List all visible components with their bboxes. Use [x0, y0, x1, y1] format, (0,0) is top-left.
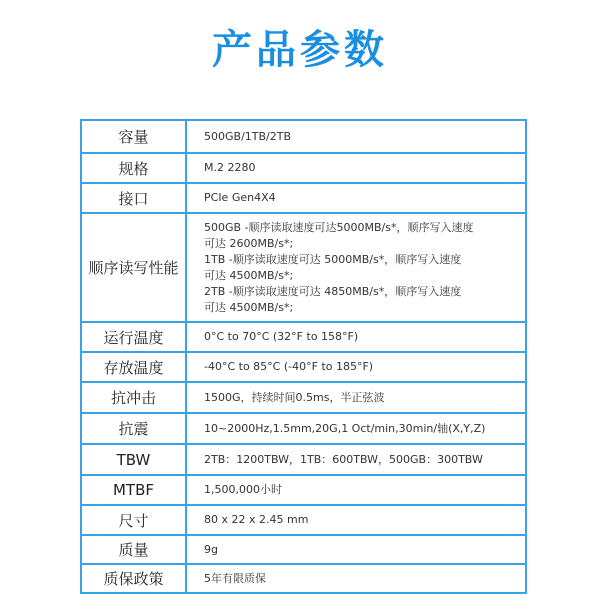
spec-value-line: 10~2000Hz,1.5mm,20G,1 Oct/min,30min/轴(X,Y,Z) — [204, 421, 486, 435]
table-row — [81, 213, 526, 322]
spec-value-shock — [186, 382, 526, 413]
spec-table — [80, 119, 527, 594]
spec-value-line: -40°C to 85°C (-40°F to 185°F) — [204, 360, 374, 373]
spec-label-vibration: 抗震 — [81, 413, 186, 444]
spec-label-sequential-rw: 顺序读写性能 — [81, 213, 186, 322]
spec-label-warranty: 质保政策 — [81, 564, 186, 593]
spec-value-line: 0°C to 70°C (32°F to 158°F) — [204, 330, 359, 343]
spec-value-warranty — [186, 564, 526, 593]
spec-value-mtbf — [186, 475, 526, 505]
spec-value-line: 1TB -顺序读取速度可达 5000MB/s*，顺序写入速度 — [204, 252, 462, 266]
spec-value-line: 80 x 22 x 2.45 mm — [204, 513, 309, 526]
page-title: 产品参数 — [212, 27, 388, 73]
table-row — [81, 413, 526, 444]
table-row — [81, 535, 526, 564]
table-row — [81, 564, 526, 593]
table-row — [81, 382, 526, 413]
spec-label-weight: 质量 — [81, 535, 186, 564]
spec-label-tbw: TBW — [81, 444, 186, 475]
spec-value-line: PCIe Gen4X4 — [204, 191, 276, 204]
spec-label-interface: 接口 — [81, 183, 186, 213]
spec-value-sequential-rw — [186, 213, 526, 322]
spec-value-line: 9g — [204, 542, 218, 556]
spec-label-dimensions: 尺寸 — [81, 505, 186, 535]
spec-value-weight — [186, 535, 526, 564]
spec-value-dimensions — [186, 505, 526, 535]
spec-value-interface — [186, 183, 526, 213]
spec-value-line: 2TB -顺序读取速度可达 4850MB/s*，顺序写入速度 — [204, 284, 462, 298]
spec-label-operating-temp: 运行温度 — [81, 322, 186, 352]
spec-value-storage-temp — [186, 352, 526, 382]
table-row — [81, 183, 526, 213]
table-row — [81, 475, 526, 505]
spec-label-form-factor: 规格 — [81, 153, 186, 183]
spec-value-line: 500GB/1TB/2TB — [204, 129, 292, 143]
spec-value-line: 1500G，持续时间0.5ms，半正弦波 — [204, 390, 385, 404]
spec-value-vibration — [186, 413, 526, 444]
spec-value-capacity — [186, 120, 526, 153]
spec-label-storage-temp: 存放温度 — [81, 352, 186, 382]
spec-value-tbw — [186, 444, 526, 475]
spec-value-line: 可达 4500MB/s*; — [204, 300, 294, 314]
spec-value-line: 1,500,000小时 — [204, 483, 282, 496]
table-row — [81, 153, 526, 183]
spec-label-mtbf: MTBF — [81, 475, 186, 505]
spec-label-capacity: 容量 — [81, 120, 186, 153]
table-row — [81, 322, 526, 352]
spec-value-line: M.2 2280 — [204, 161, 256, 174]
table-row — [81, 352, 526, 382]
spec-value-line: 5年有限质保 — [204, 571, 266, 585]
spec-value-line: 可达 2600MB/s*; — [204, 236, 294, 250]
spec-label-shock: 抗冲击 — [81, 382, 186, 413]
table-row — [81, 505, 526, 535]
table-row — [81, 444, 526, 475]
spec-value-line: 500GB -顺序读取速度可达5000MB/s*，顺序写入速度 — [204, 220, 474, 234]
spec-value-operating-temp — [186, 322, 526, 352]
spec-value-line: 2TB：1200TBW，1TB：600TBW，500GB：300TBW — [204, 452, 483, 466]
spec-value-form-factor — [186, 153, 526, 183]
table-row — [81, 120, 526, 153]
spec-value-line: 可达 4500MB/s*; — [204, 268, 294, 282]
